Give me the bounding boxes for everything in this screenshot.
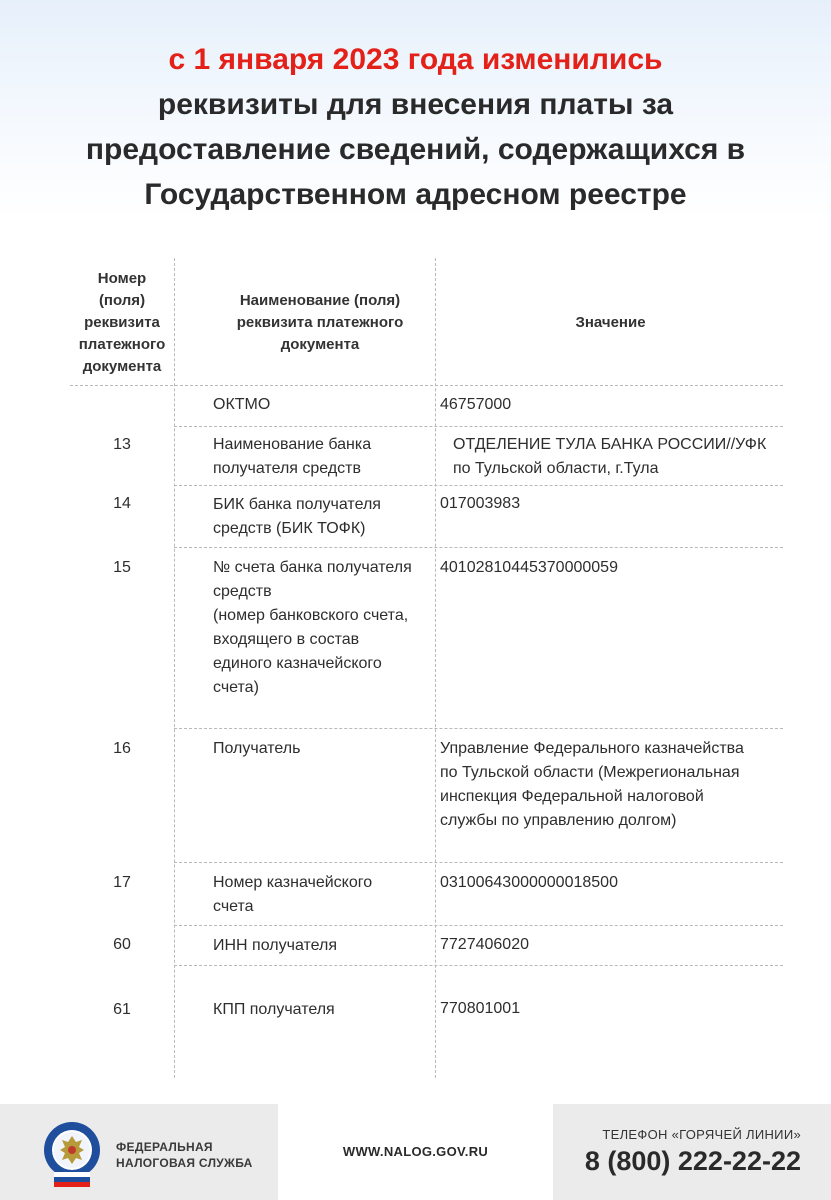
- title-line-3: предоставление сведений, содержащихся в: [85, 133, 746, 166]
- title-date-line: с 1 января 2023 года изменились: [168, 43, 663, 76]
- column-divider: [435, 258, 436, 1078]
- row-name-kpp: КПП получателя: [213, 1001, 335, 1018]
- row-number-15: 15: [113, 559, 131, 576]
- row-value-kpp: 770801001: [440, 1000, 521, 1017]
- row-value-oktmo: 46757000: [440, 396, 512, 413]
- row-divider: [174, 547, 783, 548]
- title-line-4: Государственном адресном реестре: [144, 178, 687, 211]
- title-line-2: реквизиты для внесения платы за: [157, 88, 674, 121]
- row-value-bik: 017003983: [440, 495, 521, 512]
- row-value-recipient: Управление Федерального казначейства по Тульской области (Межрегиональная инспекция Федеральной налоговой службы по управлению долгом): [440, 740, 744, 829]
- column-header-value: Значение: [575, 314, 646, 331]
- row-divider: [174, 485, 783, 486]
- row-divider: [174, 728, 783, 729]
- row-name-inn: ИНН получателя: [213, 937, 337, 954]
- fns-emblem-icon: [42, 1120, 102, 1190]
- row-name-treasury-account: Номер казначейского счета: [213, 874, 373, 915]
- column-header-number: Номер (поля) реквизита платежного документа: [78, 270, 166, 375]
- requisites-table: [70, 258, 783, 1078]
- row-divider: [174, 965, 783, 966]
- row-name-bik: БИК банка получателя средств (БИК ТОФК): [213, 496, 381, 537]
- row-value-account-number: 40102810445370000059: [440, 559, 618, 576]
- row-value-inn: 7727406020: [440, 936, 529, 953]
- row-value-treasury-account: 03100643000000018500: [440, 874, 618, 891]
- hotline-phone[interactable]: 8 (800) 222-22-22: [584, 1146, 801, 1176]
- row-number-14: 14: [113, 495, 131, 512]
- row-number-16: 16: [113, 740, 131, 757]
- row-number-60: 60: [113, 936, 131, 953]
- column-divider: [174, 258, 175, 1078]
- website-link[interactable]: WWW.NALOG.GOV.RU: [342, 1144, 489, 1159]
- page-title: [0, 38, 831, 217]
- header-divider: [70, 385, 783, 386]
- row-divider: [174, 925, 783, 926]
- row-name-account-number: № счета банка получателя средств (номер банковского счета, входящего в состав единого казначейского счета): [213, 559, 412, 696]
- row-divider: [174, 862, 783, 863]
- row-name-oktmo: ОКТМО: [213, 396, 271, 413]
- row-name-recipient: Получатель: [213, 740, 301, 757]
- hotline-label: ТЕЛЕФОН «ГОРЯЧЕЙ ЛИНИИ»: [602, 1127, 801, 1142]
- row-number-61: 61: [113, 1001, 131, 1018]
- org-name: ФЕДЕРАЛЬНАЯ НАЛОГОВАЯ СЛУЖБА: [116, 1140, 253, 1170]
- row-number-13: 13: [113, 436, 131, 453]
- row-number-17: 17: [113, 874, 131, 891]
- row-divider: [174, 426, 783, 427]
- column-header-name: Наименование (поля) реквизита платежного документа: [236, 292, 404, 353]
- row-value-bank-name: ОТДЕЛЕНИЕ ТУЛА БАНКА РОССИИ//УФК по Тульской области, г.Тула: [453, 436, 767, 477]
- row-name-bank-name: Наименование банка получателя средств: [213, 436, 372, 477]
